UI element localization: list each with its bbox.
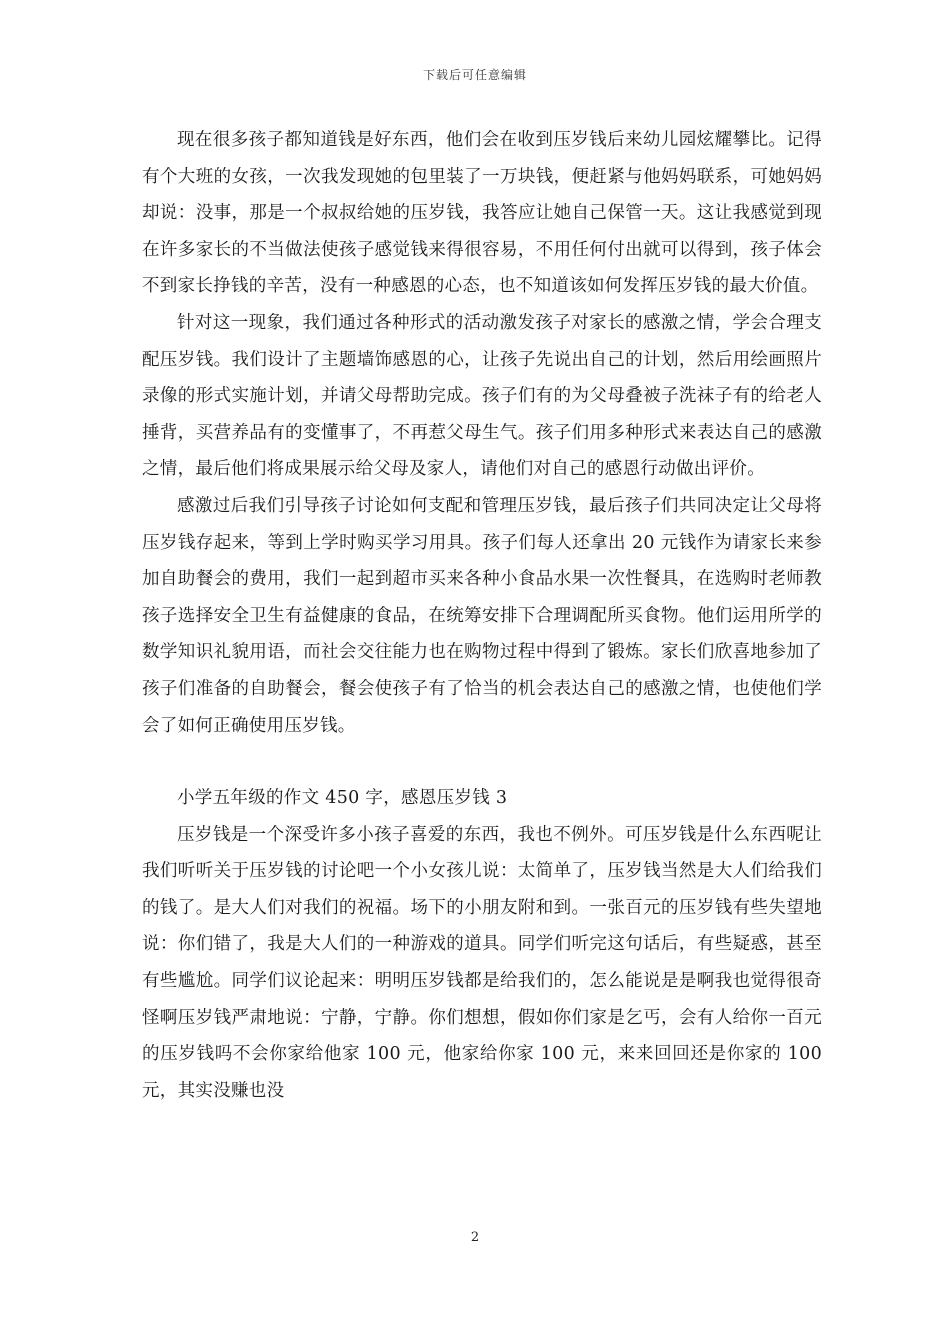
paragraph: 针对这一现象，我们通过各种形式的活动激发孩子对家长的感激之情，学会合理支配压岁钱。我们设计了主题墙饰感恩的心，让孩子先说出自己的计划，然后用绘画照片录像的形式实施计划，并请父母帮助完成。孩子们有的为父母叠被子洗袜子有的给老人捶背，买营养品有的变懂事了，不再惹父母生气。孩子们用多种形式来表达自己的感激之情，最后他们将成果展示给父母及家人，请他们对自己的感恩行动做出评价。 <box>142 312 822 480</box>
paragraph: 压岁钱是一个深受许多小孩子喜爱的东西，我也不例外。可压岁钱是什么东西呢让我们听听关于压岁钱的讨论吧一个小女孩儿说：太简单了，压岁钱当然是大人们给我们的钱了。是大人们对我们的祝福。场下的小朋友附和到。一张百元的压岁钱有些失望地说：你们错了，我是大人们的一种游戏的道具。同学们听完这句话后，有些疑惑，甚至有些尴尬。同学们议论起来：明明压岁钱都是给我们的，怎么能说是是啊我也觉得很奇怪啊压岁钱严肃地说：宁静，宁静。你们想想，假如你们家是乞丐，会有人给你一百元的压岁钱吗不会你家给他家 100 元，他家给你家 100 元，来来回回还是你家的 100 元，其实没赚也没 <box>142 824 822 1101</box>
paragraph: 现在很多孩子都知道钱是好东西，他们会在收到压岁钱后来幼儿园炫耀攀比。记得有个大班的女孩，一次我发现她的包里装了一万块钱，便赶紧与他妈妈联系，可她妈妈却说：没事，那是一个叔叔给她的压岁钱，我答应让她自己保管一天。这让我感觉到现在许多家长的不当做法使孩子感觉钱来得很容易，不用任何付出就可以得到，孩子体会不到家长挣钱的辛苦，没有一种感恩的心态，也不知道该如何发挥压岁钱的最大价值。 <box>142 130 822 297</box>
page-number: 2 <box>470 1230 480 1245</box>
page-header: 下载后可任意编辑 <box>422 68 527 82</box>
section-title: 小学五年级的作文 450 字，感恩压岁钱 3 <box>177 788 508 809</box>
paragraph-gap <box>142 744 822 780</box>
document-body <box>142 122 822 1109</box>
paragraph: 感激过后我们引导孩子讨论如何支配和管理压岁钱，最后孩子们共同决定让父母将压岁钱存起来，等到上学时购买学习用具。孩子们每人还拿出 20 元钱作为请家长来参加自助餐会的费用，我们一起到超市买来各种小食品水果一次性餐具，在选购时老师教孩子选择安全卫生有益健康的食品，在统筹安排下合理调配所买食物。他们运用所学的数学知识礼貌用语，而社会交往能力也在购物过程中得到了锻炼。家长们欣喜地参加了孩子们准备的自助餐会，餐会使孩子有了恰当的机会表达自己的感激之情，也使他们学会了如何正确使用压岁钱。 <box>142 495 822 736</box>
